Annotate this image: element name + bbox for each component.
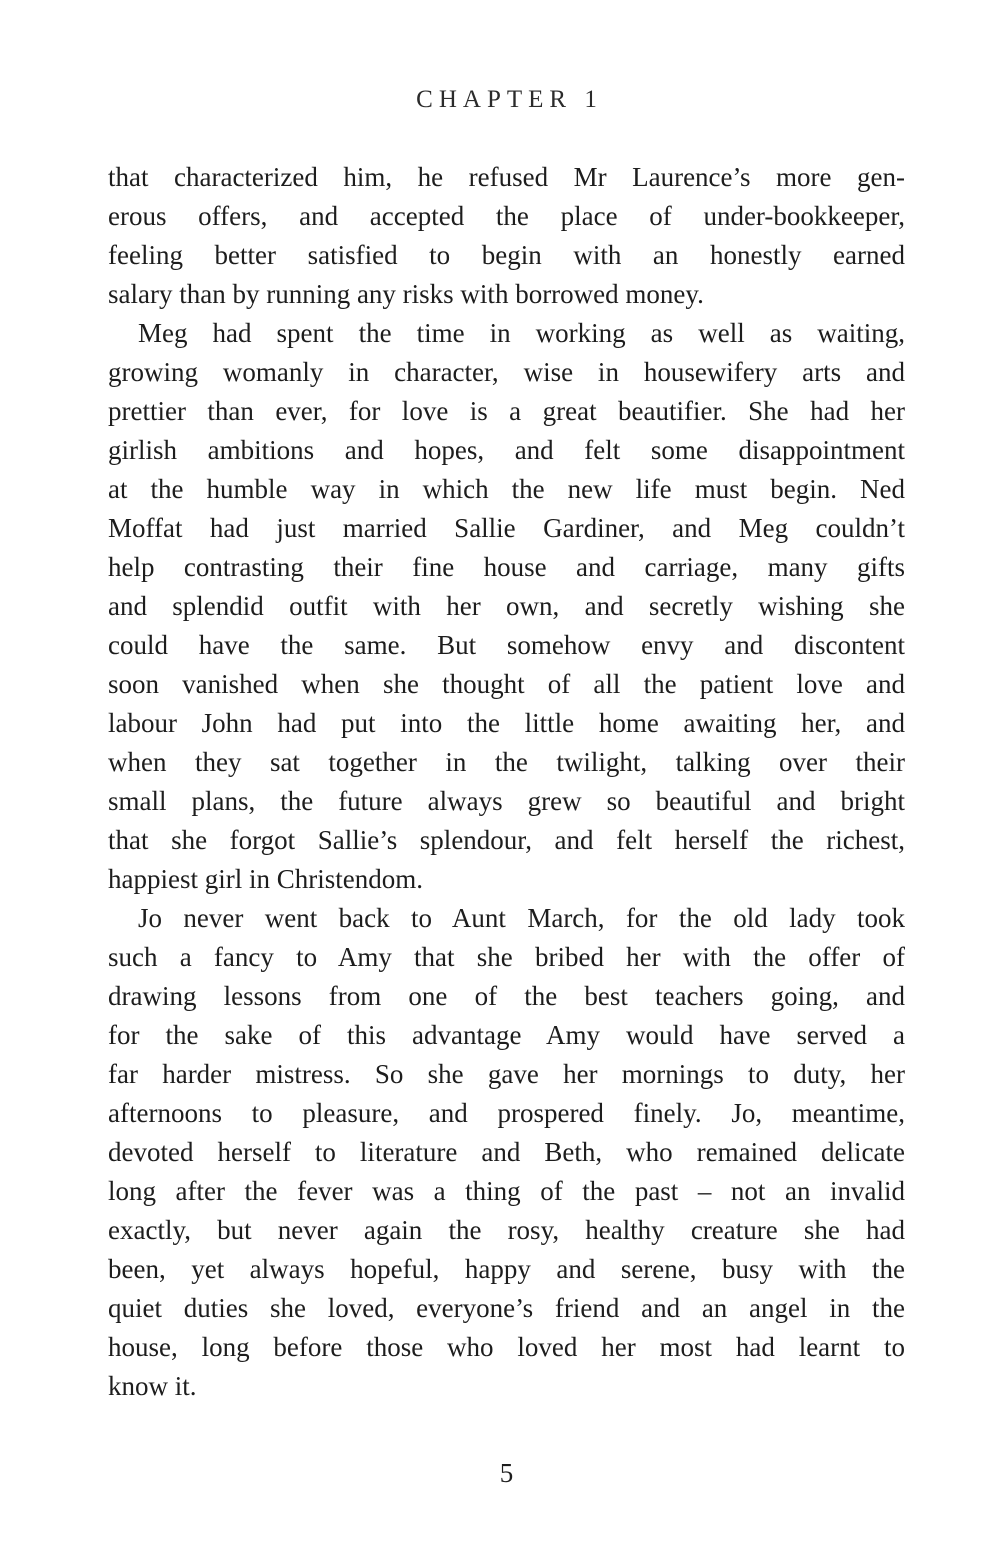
text-line: devoted herself to literature and Beth, who remained delicate — [108, 1137, 905, 1167]
text-line: at the humble way in which the new life must begin. Ned — [108, 474, 905, 504]
chapter-heading: CHAPTER 1 — [416, 86, 603, 113]
text-line: erous offers, and accepted the place of under-bookkeeper, — [108, 201, 905, 231]
text-line: house, long before those who loved her most had learnt to — [108, 1332, 905, 1362]
text-line: soon vanished when she thought of all the patient love and — [108, 669, 905, 699]
text-line: Moffat had just married Sallie Gardiner, and Meg couldn’t — [108, 513, 905, 543]
text-line: been, yet always hopeful, happy and serene, busy with the — [108, 1254, 905, 1284]
text-line: could have the same. But somehow envy and discontent — [108, 630, 905, 660]
text-line: happiest girl in Christendom. — [108, 864, 423, 894]
text-line: small plans, the future always grew so beautiful and bright — [108, 786, 905, 816]
text-line: quiet duties she loved, everyone’s friend and an angel in the — [108, 1293, 905, 1323]
text-block — [108, 158, 905, 1406]
text-line: Jo never went back to Aunt March, for the old lady took — [138, 903, 905, 933]
text-line: far harder mistress. So she gave her mornings to duty, her — [108, 1059, 905, 1089]
text-line: that characterized him, he refused Mr Laurence’s more gen- — [108, 162, 905, 192]
text-line: long after the fever was a thing of the past – not an invalid — [108, 1176, 905, 1206]
text-line: growing womanly in character, wise in housewifery arts and — [108, 357, 905, 387]
text-line: exactly, but never again the rosy, healthy creature she had — [108, 1215, 905, 1245]
text-line: salary than by running any risks with borrowed money. — [108, 279, 704, 309]
text-line: and splendid outfit with her own, and secretly wishing she — [108, 591, 905, 621]
text-line: prettier than ever, for love is a great beautifier. She had her — [108, 396, 905, 426]
text-line: drawing lessons from one of the best teachers going, and — [108, 981, 905, 1011]
text-line: for the sake of this advantage Amy would have served a — [108, 1020, 905, 1050]
text-line: when they sat together in the twilight, talking over their — [108, 747, 905, 777]
text-line: such a fancy to Amy that she bribed her with the offer of — [108, 942, 905, 972]
text-line: labour John had put into the little home awaiting her, and — [108, 708, 905, 738]
text-line: girlish ambitions and hopes, and felt some disappointment — [108, 435, 905, 465]
text-line: afternoons to pleasure, and prospered finely. Jo, meantime, — [108, 1098, 905, 1128]
text-line: feeling better satisfied to begin with an honestly earned — [108, 240, 905, 270]
text-line: Meg had spent the time in working as well as waiting, — [138, 318, 905, 348]
text-line: know it. — [108, 1371, 197, 1401]
text-line: help contrasting their fine house and carriage, many gifts — [108, 552, 905, 582]
page-number: 5 — [499, 1458, 514, 1488]
text-line: that she forgot Sallie’s splendour, and felt herself the richest, — [108, 825, 905, 855]
